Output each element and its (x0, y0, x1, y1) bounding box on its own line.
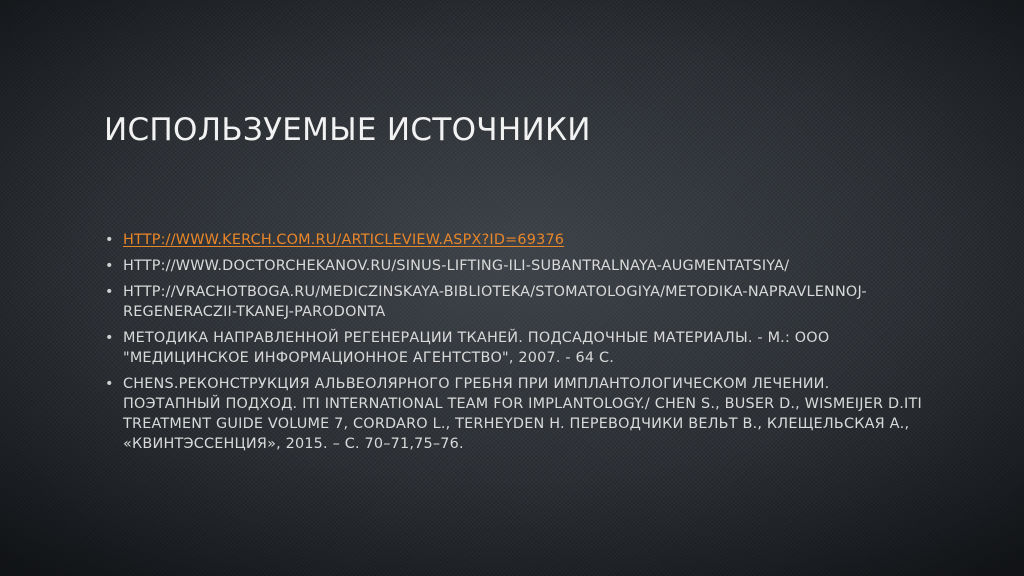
source-text: HTTP://WWW.DOCTORCHEKANOV.RU/SINUS-LIFTING-ILI-SUBANTRALNAYA-AUGMENTATSIYA/ (123, 258, 790, 274)
source-item (104, 328, 924, 368)
source-text: HTTP://VRACHOTBOGA.RU/MEDICZINSKAYA-BIBLIOTEKA/STOMATOLOGIYA/METODIKA-NAPRAVLENNOJ-REGENERACZII-TKANEJ-PARODONTA (123, 284, 867, 320)
source-item (104, 374, 924, 454)
source-text: МЕТОДИКА НАПРАВЛЕННОЙ РЕГЕНЕРАЦИИ ТКАНЕЙ. ПОДСАДОЧНЫЕ МАТЕРИАЛЫ. - М.: ООО "МЕДИЦИНСКОЕ ИНФОРМАЦИОННОЕ АГЕНТСТВО", 2007. - 64 С. (123, 330, 830, 366)
bullet-icon: • (105, 330, 114, 346)
bullet-icon: • (105, 258, 114, 274)
slide-title: ИСПОЛЬЗУЕМЫЕ ИСТОЧНИКИ (104, 112, 591, 148)
source-link[interactable]: HTTP://WWW.KERCH.COM.RU/ARTICLEVIEW.ASPX?ID=69376 (123, 232, 565, 248)
source-item (104, 230, 924, 250)
source-text: CHENS.РЕКОНСТРУКЦИЯ АЛЬВЕОЛЯРНОГО ГРЕБНЯ ПРИ ИМПЛАНТОЛОГИЧЕСКОМ ЛЕЧЕНИИ. ПОЭТАПНЫЙ ПОДХОД. ITI INTERNATIONAL TEAM FOR IMPLANTOLOGY./ CHEN S., BUSER D., WISMEIJER D.ITI TREATMENT GUIDE VOLUME 7, CORDARO L., TERHEYDEN H. ПЕРЕВОДЧИКИ ВЕЛЬТ В., КЛЕЩЕЛЬСКАЯ А., «КВИНТЭССЕНЦИЯ», 2015. – С. 70–71,75–76. (123, 376, 922, 452)
bullet-icon: • (105, 284, 114, 300)
bullet-icon: • (105, 376, 114, 392)
bullet-icon: • (105, 232, 114, 248)
sources-list (104, 230, 924, 460)
source-item (104, 256, 924, 276)
source-item (104, 282, 924, 322)
